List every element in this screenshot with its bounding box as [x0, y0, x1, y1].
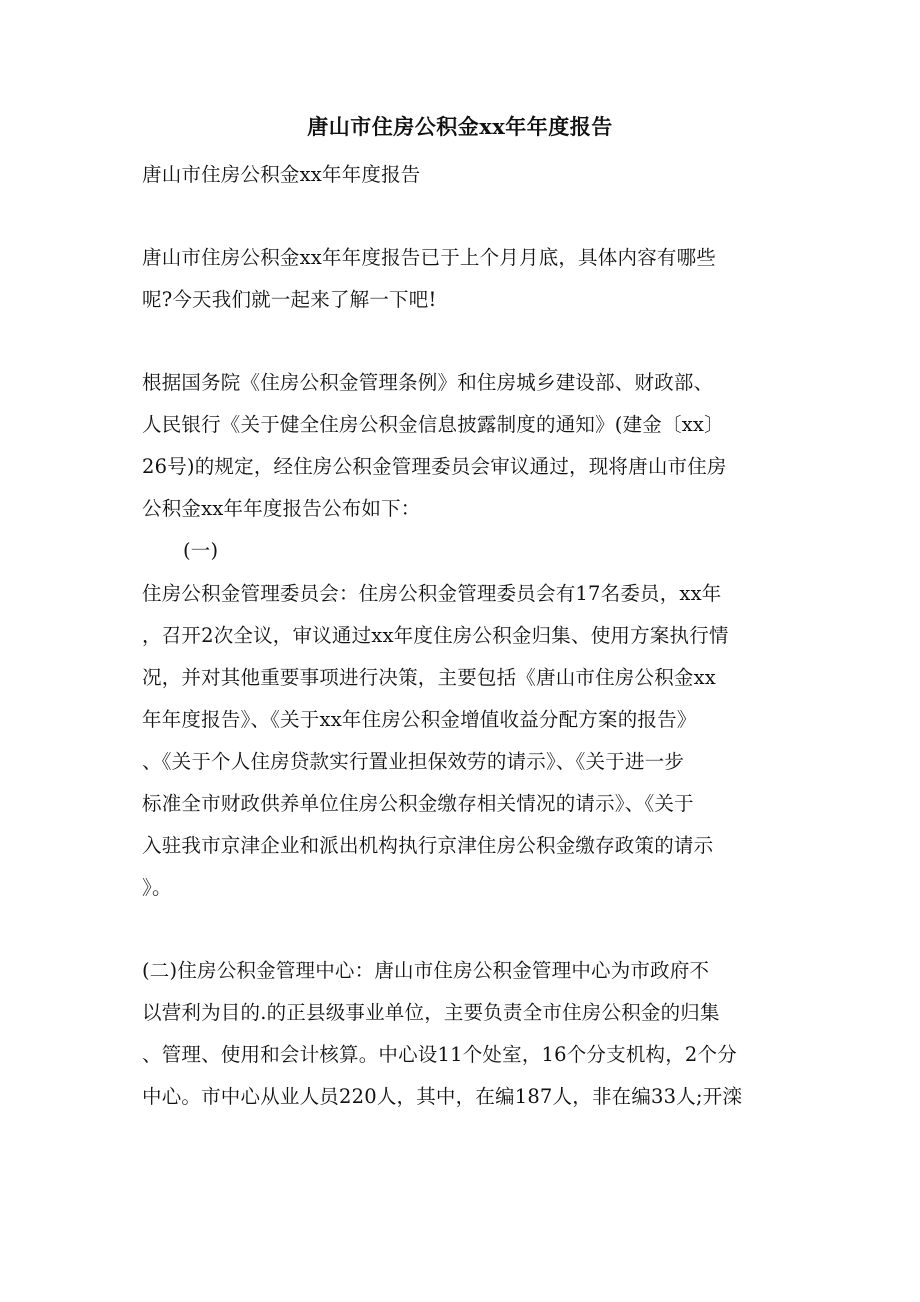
intro-line-1: 唐山市住房公积金xx年年度报告已于上个月月底，具体内容有哪些: [142, 246, 716, 269]
section-1-line-2: ，召开2次全议，审议通过xx年度住房公积金归集、使用方案执行情: [142, 624, 729, 647]
section-2-line-3: 、管理、使用和会计核算。中心设11个处室，16个分支机构，2个分: [142, 1043, 737, 1066]
section-1-line-1: 住房公积金管理委员会：住房公积金管理委员会有17名委员，xx年: [142, 582, 722, 605]
section-1-line-3: 况，并对其他重要事项进行决策，主要包括《唐山市住房公积金xx: [142, 666, 716, 689]
basis-line-4: 公积金xx年年度报告公布如下：: [142, 497, 421, 520]
section-2-line-4: 中心。市中心从业人员220人，其中，在编187人，非在编33人;开滦: [142, 1085, 743, 1108]
section-1-label: (一): [183, 539, 219, 562]
section-1-line-5: 、《关于个人住房贷款实行置业担保效劳的请示》、《关于进一步: [142, 750, 685, 773]
document-title: 唐山市住房公积金xx年年度报告: [307, 114, 613, 139]
basis-line-3: 26号)的规定，经住房公积金管理委员会审议通过，现将唐山市住房: [142, 455, 727, 478]
section-2-line-1: (二)住房公积金管理中心：唐山市住房公积金管理中心为市政府不: [142, 959, 710, 982]
basis-line-1: 根据国务院《住房公积金管理条例》和住房城乡建设部、财政部、: [142, 371, 714, 394]
section-1-line-6: 标准全市财政供养单位住房公积金缴存相关情况的请示》、《关于: [142, 792, 694, 815]
basis-line-2: 人民银行《关于健全住房公积金信息披露制度的通知》(建金〔xx〕: [142, 413, 724, 436]
section-1-line-8: 》。: [142, 876, 172, 899]
section-1-line-7: 入驻我市京津企业和派出机构执行京津住房公积金缴存政策的请示: [142, 834, 714, 857]
section-2-line-2: 以营利为目的.的正县级事业单位，主要负责全市住房公积金的归集: [142, 1001, 720, 1024]
intro-line-2: 呢?今天我们就一起来了解一下吧!: [142, 288, 437, 311]
section-1-line-4: 年年度报告》、《关于xx年住房公积金增值收益分配方案的报告》: [142, 708, 697, 731]
document-subtitle: 唐山市住房公积金xx年年度报告: [142, 163, 421, 186]
